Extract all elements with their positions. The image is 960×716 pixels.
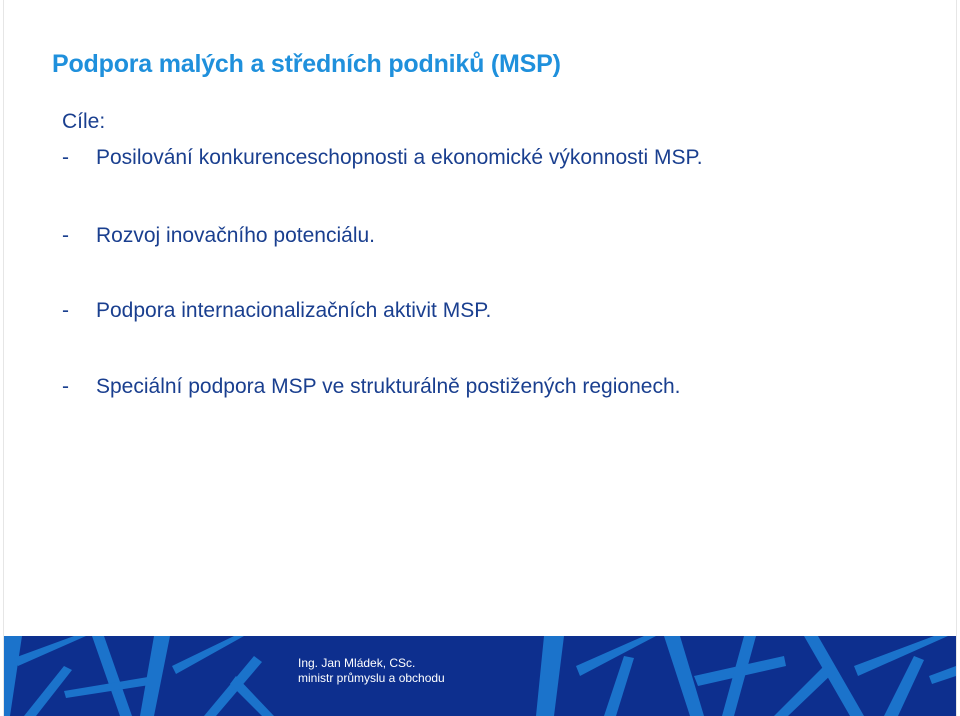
bullet-dash: -	[62, 375, 69, 398]
bullet-item	[62, 224, 375, 248]
bullet-item	[62, 375, 680, 399]
bullet-item	[62, 146, 703, 170]
footer-banner	[4, 636, 956, 716]
goals-label: Cíle:	[62, 110, 106, 133]
bullet-text: Rozvoj inovačního potenciálu.	[96, 224, 376, 247]
slide-title: Podpora malých a středních podniků (MSP)	[52, 50, 561, 78]
bullet-dash: -	[62, 224, 69, 247]
footer-presenter-role: ministr průmyslu a obchodu	[298, 671, 445, 685]
bullet-text: Podpora internacionalizačních aktivit MSP.	[96, 299, 492, 322]
bullet-item	[62, 299, 491, 323]
slide-left-edge	[3, 0, 4, 716]
bullet-dash: -	[62, 146, 69, 169]
bullet-dash: -	[62, 299, 69, 322]
slide-right-edge	[956, 0, 957, 716]
bullet-text: Speciální podpora MSP ve strukturálně postižených regionech.	[96, 375, 681, 398]
footer-presenter-name: Ing. Jan Mládek, CSc.	[298, 656, 416, 670]
footer-pattern-graphic	[4, 636, 956, 716]
bullet-text: Posilování konkurenceschopnosti a ekonomické výkonnosti MSP.	[96, 146, 703, 169]
